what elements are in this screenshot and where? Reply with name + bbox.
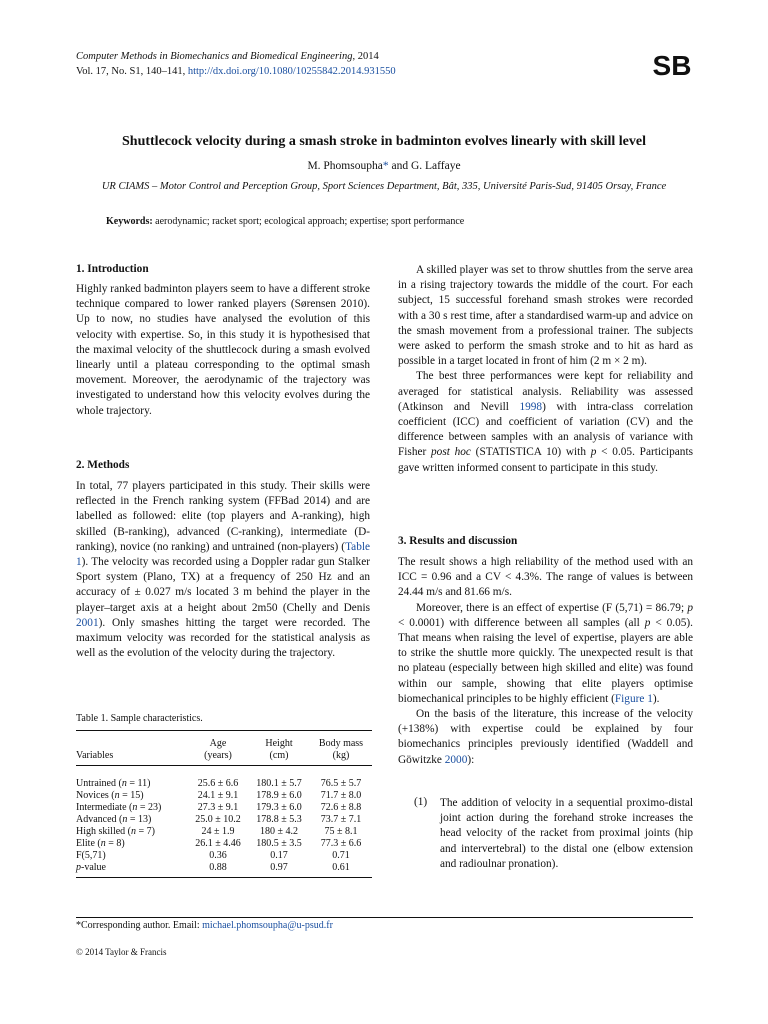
list-item: The addition of velocity in a sequential proximo-distal joint action during the forehand stroke increases the head velocity of the racket from proximal joints (hip and intervertebral) to the distal one (elbow extension and radioulnar pronation). — [440, 797, 693, 870]
keywords — [106, 216, 464, 227]
corresponding-author-note: *Corresponding author. Email: michael.phomsoupha@u-psud.fr — [76, 920, 333, 931]
right-paragraph-1: A skilled player was set to throw shuttles from the serve area in a rising trajectory towards the middle of the court. For each subject, 15 successful forehand smash strokes were recorded with a 30 s rest time, after a standardised warm-up and advice on the smash movement from a professional trainer. The subjects were asked to perform the smash stroke and to hit as hard as possible in a target located in front of him (2 m × 2 m). — [398, 264, 693, 368]
col-mass: Body mass (kg) — [318, 738, 364, 761]
author-email-link[interactable]: michael.phomsoupha@u-psud.fr — [202, 920, 333, 931]
table-row: Intermediate (n = 23) 27.3 ± 9.1 179.3 ± 6.0 72.6 ± 8.8 — [76, 802, 362, 813]
article-title: Shuttlecock velocity during a smash stroke in badminton evolves linearly with skill level — [122, 134, 646, 149]
intro-section — [76, 282, 370, 419]
copyright: © 2014 Taylor & Francis — [76, 947, 167, 957]
authors — [60, 160, 708, 172]
intro-heading: 1. Introduction — [76, 263, 149, 275]
results-heading: 3. Results and discussion — [398, 535, 518, 547]
table-caption: Table 1. Sample characteristics. — [76, 713, 203, 724]
doi-link[interactable]: http://dx.doi.org/10.1080/10255842.2014.931550 — [187, 66, 396, 77]
table-row: Advanced (n = 13) 25.0 ± 10.2 178.8 ± 5.3 73.7 ± 7.1 — [76, 814, 362, 825]
methods-heading: 2. Methods — [76, 459, 130, 471]
methods-paragraph: In total, 77 players participated in this study. Their skills were reflected in the French ranking system (FFBad 2014) and are labelled as followed: elite (top players and A-ranking), high skilled (B-ranking), advanced (C-ranking), intermediate (D-ranking), novice (no ranking) and untrained (non-players) (Table 1). The velocity was recorded using a Doppler radar gun Stalker Sport system (Plano, TX) at a frequency of 250 Hz and an accuracy of ± 0.027 m/s located 3 m behind the player in the player–target axis at a height about 2m50 (Chelly and Denis 2001). Only smashes hitting the target were recorded. The maximum velocity was recorded for the statistical analysis as well as the evolution of the velocity during the trajectory. — [76, 480, 370, 660]
results-paragraph-1: The result shows a high reliability of the method used with an ICC = 0.96 and a CV < 4.3%. The range of values is between 24.44 m/s and 81.66 m/s. — [398, 556, 693, 599]
intro-paragraph: Highly ranked badminton players seem to have a different stroke technique compared to lower ranked players (Sørensen 2010). Up to now, no studies have analysed the evolution of this velocity with expertise. So, in this study it is hypothesised that the maximal velocity of the shuttlecock during a smash evolved linearly until a plateau corresponding to the optimal smash movement. Moreover, the aerodynamic of the trajectory was investigated to understand how this velocity evolves during the whole trajectory. — [76, 283, 370, 417]
results-paragraph-2: Moreover, there is an effect of expertise (F (5,71) = 86.79; p < 0.0001) with difference between all samples (all p < 0.05). That means when raising the level of expertise, players are able to strike the shuttle more quickly. The unexpected result is that no plateau (especially between high skilled and elite) was found within our sample, showing that elite players optimise biomechanical principles to be highly efficient (Figure 1). — [398, 601, 693, 705]
table-row: Untrained (n = 11) 25.6 ± 6.6 180.1 ± 5.7 76.5 ± 5.7 — [76, 778, 362, 789]
volume-line: Vol. 17, No. S1, 140–141, — [76, 66, 188, 77]
publisher-logo — [648, 50, 696, 80]
results-paragraph-3: On the basis of the literature, this increase of the velocity (+138%) with expertise could be explained by four biomechanics principles previously identified (Waddell and Göwitzke 2000): — [398, 708, 693, 766]
table-row: High skilled (n = 7) 24 ± 1.9 180 ± 4.2 75 ± 8.1 — [76, 826, 358, 837]
table-row: Novices (n = 15) 24.1 ± 9.1 178.9 ± 6.0 71.7 ± 8.0 — [76, 790, 362, 801]
author-2: and G. Laffaye — [388, 160, 461, 172]
table-row: p-value 0.88 0.97 0.61 — [76, 862, 350, 873]
citation-link-2000[interactable]: 2000 — [444, 753, 468, 766]
figure-1-link[interactable]: Figure 1 — [614, 692, 653, 705]
citation-link-2001[interactable]: 2001 — [76, 616, 99, 629]
table-row: Elite (n = 8) 26.1 ± 4.46 180.5 ± 3.5 77.3 ± 6.6 — [76, 838, 362, 849]
methods-section — [76, 479, 370, 661]
table-1-link[interactable]: Table 1 — [76, 540, 370, 569]
table-row: F(5,71) 0.36 0.17 0.71 — [76, 850, 350, 861]
affiliation: UR CIAMS – Motor Control and Perception Group, Sport Sciences Department, Bât, 335, Université Paris-Sud, 91405 Orsay, France — [101, 181, 667, 192]
right-paragraph-2: The best three performances were kept for reliability and averaged for statistical analysis. Reliability was assessed (Atkinson and Nevill 1998) with intra-class correlation coefficient (ICC) and coefficient of variation (CV) and the difference between samples with an analysis of variance with Fisher post hoc (STATISTICA 10) with p < 0.05. Participants gave written informed consent to participate in this study. — [398, 370, 693, 474]
journal-header — [76, 49, 396, 79]
keywords-label: Keywords: — [106, 216, 153, 227]
sample-characteristics-table — [76, 730, 372, 874]
journal-year: , 2014 — [352, 51, 379, 62]
table-rule-bottom — [76, 877, 372, 878]
col-variables: Variables — [76, 750, 114, 761]
citation-link-1998[interactable]: 1998 — [519, 400, 543, 413]
journal-name: Computer Methods in Biomechanics and Biomedical Engineering — [76, 51, 353, 62]
list-item-number: (1) — [414, 796, 428, 808]
corresponding-author-mark[interactable]: * — [382, 160, 389, 172]
footnote-rule — [76, 917, 693, 918]
methods-continued — [398, 263, 693, 476]
col-height: Height (cm) — [265, 738, 293, 761]
author-1: M. Phomsoupha — [307, 160, 383, 172]
results-section — [398, 555, 693, 768]
keywords-text: aerodynamic; racket sport; ecological approach; expertise; sport performance — [155, 216, 465, 227]
logo-text: SB — [652, 50, 692, 80]
col-age: Age (years) — [204, 738, 232, 761]
table-rule-mid — [76, 765, 372, 766]
